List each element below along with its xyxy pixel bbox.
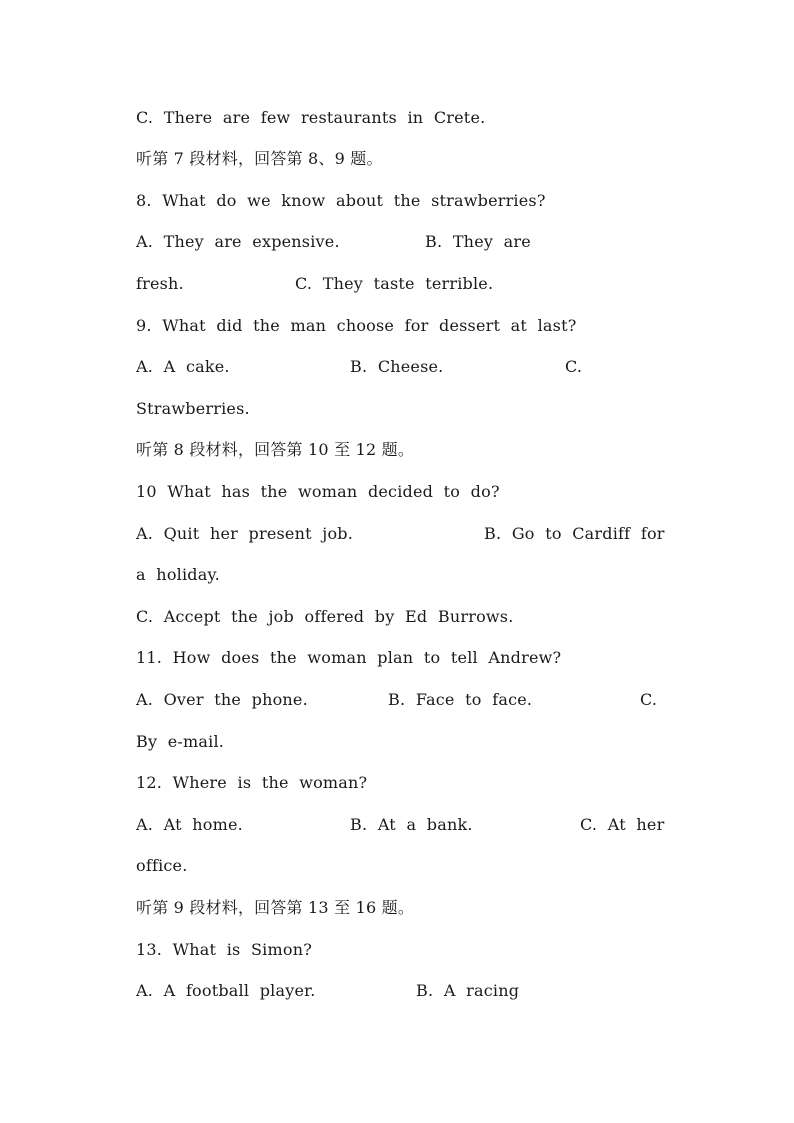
q10-question: 10 What has the woman decided to do? [136, 482, 500, 501]
q8-question: 8. What do we know about the strawberries? [136, 191, 546, 210]
q9-question: 9. What did the man choose for dessert at last? [136, 316, 577, 335]
q9-option-b: B. Cheese. [350, 357, 444, 376]
q10-option-b: B. Go to Cardiff for [484, 524, 665, 543]
q12-option-c-cont: office. [136, 856, 188, 875]
q12-option-b: B. At a bank. [350, 815, 473, 834]
q13-question: 13. What is Simon? [136, 940, 312, 959]
q8-option-b: B. They are [425, 232, 531, 251]
q10-option-c: C. Accept the job offered by Ed Burrows. [136, 607, 514, 626]
q10-option-b-cont: a holiday. [136, 565, 220, 584]
q9-option-c-cont: Strawberries. [136, 399, 250, 418]
q8-option-a: A. They are expensive. [136, 232, 340, 251]
q11-option-c: C. [640, 690, 658, 709]
q7-option-c: C. There are few restaurants in Crete. [136, 108, 486, 127]
section-9-instruction: 听第 9 段材料，回答第 13 至 16 题。 [136, 898, 415, 917]
q11-option-b: B. Face to face. [388, 690, 533, 709]
q11-option-a: A. Over the phone. [136, 690, 308, 709]
q11-option-c-cont: By e-mail. [136, 732, 225, 751]
q12-option-a: A. At home. [136, 815, 243, 834]
q8-option-c: C. They taste terrible. [295, 274, 494, 293]
q8-option-b-cont: fresh. [136, 274, 184, 293]
section-7-instruction: 听第 7 段材料，回答第 8、9 题。 [136, 149, 383, 168]
q12-option-c: C. At her [580, 815, 665, 834]
q11-question: 11. How does the woman plan to tell Andrew? [136, 648, 562, 667]
q13-option-b: B. A racing [416, 981, 520, 1000]
q10-option-a: A. Quit her present job. [136, 524, 354, 543]
q9-option-a: A. A cake. [136, 357, 230, 376]
q9-option-c: C. [565, 357, 583, 376]
q13-option-a: A. A football player. [136, 981, 316, 1000]
q12-question: 12. Where is the woman? [136, 773, 368, 792]
section-8-instruction: 听第 8 段材料，回答第 10 至 12 题。 [136, 440, 415, 459]
